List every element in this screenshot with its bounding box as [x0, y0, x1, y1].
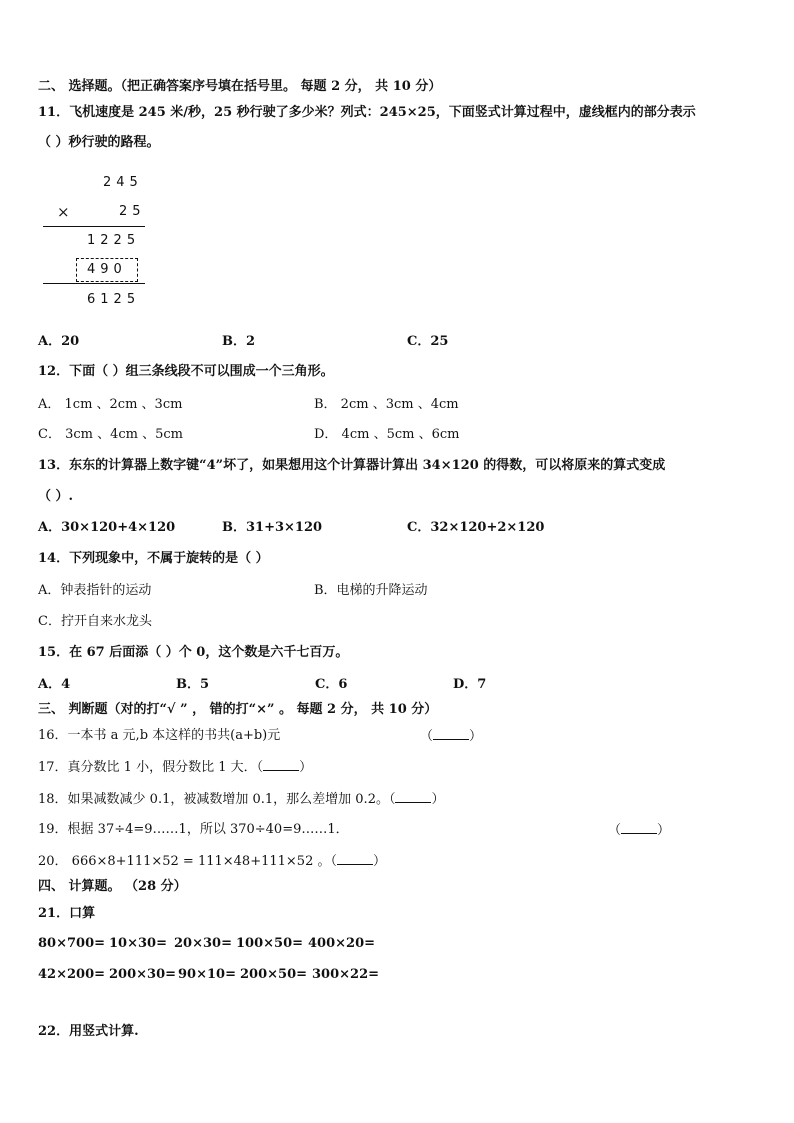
- q21-item: 100×50=: [236, 936, 304, 951]
- q19-paren-close: ）: [657, 823, 671, 838]
- q15-option-a: A．4: [38, 677, 71, 692]
- calc-multiplier: 25: [119, 204, 146, 219]
- q16-text: 16．一本书 a 元,b 本这样的书共(a+b)元: [38, 728, 281, 743]
- q17-text: 17．真分数比 1 小，假分数比 1 大．（: [38, 760, 264, 775]
- q18-text: 18．如果减数减少 0.1，被减数增加 0.1，那么差增加 0.2。（: [38, 792, 396, 807]
- calc-result: 6125: [87, 292, 141, 307]
- q11-stem-line2: （ ）秒行驶的路程。: [38, 135, 160, 150]
- q11-stem-line1: 11．飞机速度是 245 米/秒，25 秒行驶了多少米？列式：245×25，下面竖式计算过程中，虚线框内的部分表示: [38, 105, 696, 120]
- q12-option-d: D． 4cm 、5cm 、6cm: [314, 427, 460, 442]
- q13-stem-line1: 13．东东的计算器上数字键“4”坏了，如果想用这个计算器计算出 34×120 的得数，可以将原来的算式变成: [38, 458, 666, 473]
- q21-title: 21．口算: [38, 906, 96, 921]
- q19-answer-blank: [608, 821, 670, 840]
- q12-option-c: C． 3cm 、4cm 、5cm: [38, 427, 183, 442]
- q21-item: 42×200=: [38, 967, 106, 982]
- q14-stem: 14．下列现象中，不属于旋转的是（ ）: [38, 551, 269, 566]
- q21-item: 90×10=: [178, 967, 236, 982]
- q15-stem: 15．在 67 后面添（ ）个 0，这个数是六千七百万。: [38, 645, 349, 660]
- q20-blank-line: [337, 852, 373, 865]
- q13-option-a: A．30×120+4×120: [38, 520, 176, 535]
- q12-option-a: A． 1cm 、2cm 、3cm: [38, 397, 183, 412]
- q21-item: 80×700=: [38, 936, 106, 951]
- q15-option-b: B．5: [176, 677, 210, 692]
- q18-paren-close: ）: [431, 792, 445, 807]
- q13-option-c: C．32×120+2×120: [407, 520, 545, 535]
- q13-stem-line2: （ ）.: [38, 489, 74, 504]
- q19-text: 19．根据 37÷4=9……1，所以 370÷40=9……1．: [38, 822, 349, 837]
- q12-stem: 12．下面（ ）组三条线段不可以围成一个三角形。: [38, 364, 334, 379]
- q20-paren-close: ）: [372, 854, 386, 869]
- section-4-heading: 四、 计算题。 （28 分）: [38, 879, 187, 894]
- q15-option-d: D．7: [453, 677, 487, 692]
- section-2-heading: 二、 选择题。（把正确答案序号填在括号里。 每题 2 分， 共 10 分）: [38, 79, 442, 94]
- q22-title: 22．用竖式计算.: [38, 1024, 139, 1039]
- q19-paren-open: （: [608, 823, 622, 838]
- q13-option-b: B．31+3×120: [222, 520, 323, 535]
- q16-blank-line: [433, 727, 469, 740]
- calc-partial-2: 490: [87, 262, 127, 277]
- q16-paren-open: （: [420, 729, 434, 744]
- q14-option-b: B．电梯的升降运动: [314, 583, 428, 598]
- calc-multiplicand: 245: [103, 175, 143, 190]
- q11-option-a: A．20: [38, 334, 80, 349]
- calc-rule-1: [43, 226, 145, 227]
- section-3-heading: 三、 判断题（对的打“√ ” ， 错的打“×” 。 每题 2 分， 共 10 分）: [38, 702, 438, 717]
- q21-item: 200×50=: [240, 967, 308, 982]
- q20-text: 20． 666×8+111×52 = 111×48+111×52 。（: [38, 854, 337, 869]
- calc-times-sign: ×: [57, 203, 70, 221]
- q17-line: [38, 758, 312, 777]
- q18-line: [38, 790, 444, 809]
- q15-option-c: C．6: [315, 677, 348, 692]
- q14-option-a: A．钟表指针的运动: [38, 583, 152, 598]
- q21-item: 300×22=: [312, 967, 380, 982]
- q11-option-b: B．2: [222, 334, 256, 349]
- q12-option-b: B． 2cm 、3cm 、4cm: [314, 397, 459, 412]
- q17-paren-close: ）: [299, 760, 313, 775]
- q14-option-c: C．拧开自来水龙头: [38, 614, 152, 629]
- q19-blank-line: [621, 821, 657, 834]
- q21-item: 10×30=: [109, 936, 167, 951]
- q20-line: [38, 852, 386, 871]
- q16-paren-close: ）: [469, 729, 483, 744]
- q17-blank-line: [263, 758, 299, 771]
- calc-partial-1: 1225: [87, 233, 141, 248]
- q21-item: 400×20=: [308, 936, 376, 951]
- q21-item: 20×30=: [174, 936, 232, 951]
- q11-option-c: C．25: [407, 334, 449, 349]
- calc-rule-2: [43, 283, 145, 284]
- q16-answer-blank: [420, 727, 482, 746]
- q21-item: 200×30=: [109, 967, 177, 982]
- q18-blank-line: [395, 790, 431, 803]
